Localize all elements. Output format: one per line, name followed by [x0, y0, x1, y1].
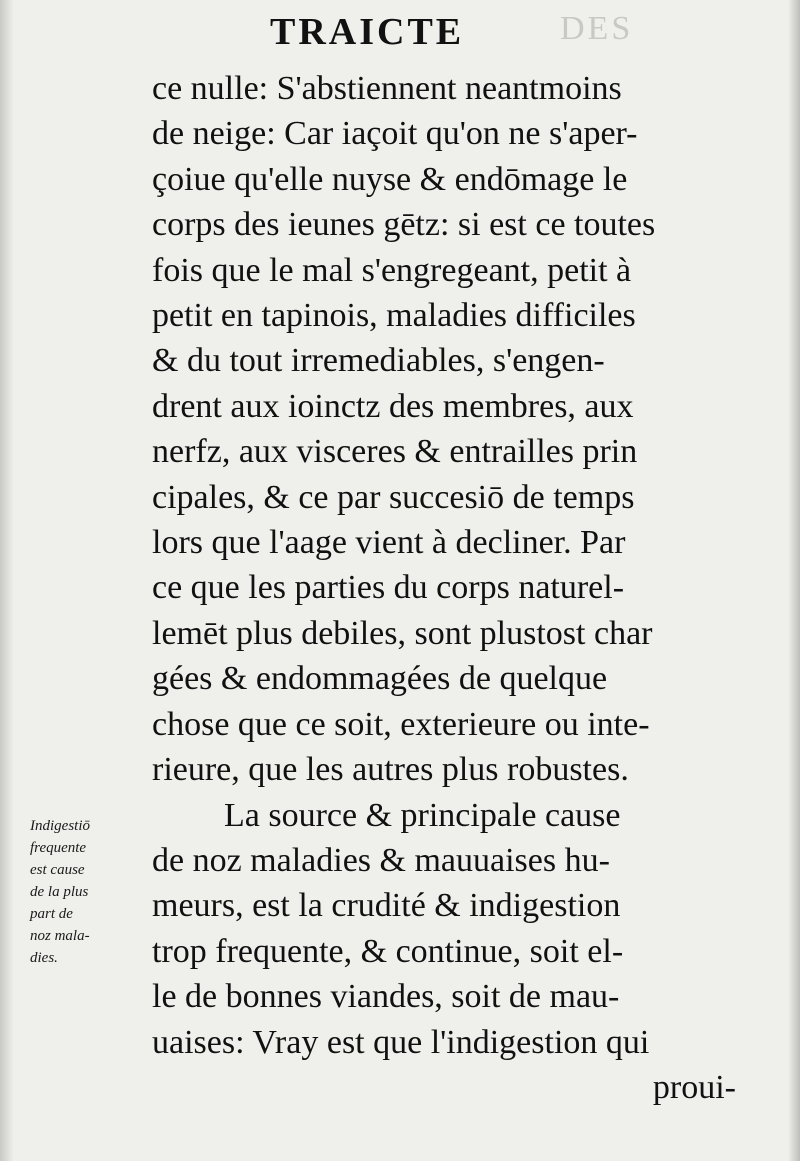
margin-note-line: de la plus [30, 884, 89, 900]
margin-note-line: Indigestiō [30, 818, 90, 834]
catchword: proui- [652, 1068, 736, 1106]
text-line: nerfz, aux visceres & entrailles prin [152, 433, 638, 471]
text-line: drent aux ioinctz des membres, aux [152, 387, 634, 425]
text-line: cipales, & ce par succesiō de temps [152, 478, 635, 516]
text-line: ce nulle: S'abstiennent neantmoins [152, 70, 622, 107]
text-line: çoiue qu'elle nuyse & endōmage le [152, 160, 628, 198]
text-line: & du tout irremediables, s'engen- [152, 342, 605, 380]
paragraph-start-line: La source & principale cause [224, 796, 621, 834]
text-line: uaises: Vray est que l'indigestion qui [152, 1023, 650, 1061]
text-line: chose que ce soit, exterieure ou inte- [152, 705, 650, 743]
text-line: fois que le mal s'engregeant, petit à [152, 251, 632, 289]
running-head: TRAICTE [270, 11, 465, 53]
text-line: petit en tapinois, maladies difficiles [152, 297, 636, 335]
marginal-note [30, 815, 148, 969]
text-line: corps des ieunes gētz: si est ce toutes [152, 206, 656, 244]
page-edge-shadow [788, 0, 800, 1161]
margin-note-line: est cause [30, 862, 85, 878]
margin-note-line: dies. [30, 950, 58, 966]
text-line: trop frequente, & continue, soit el- [152, 932, 624, 970]
margin-note-line: frequente [30, 840, 87, 856]
margin-note-line: part de [30, 906, 73, 922]
text-line: le de bonnes viandes, soit de mau- [152, 978, 620, 1016]
bleed-through-text: DES [560, 10, 634, 47]
text-line: de noz maladies & mauuaises hu- [152, 841, 610, 879]
text-line: lors que l'aage vient à decliner. Par [152, 524, 626, 562]
text-line: ce que les parties du corps naturel- [152, 569, 625, 607]
text-line: rieure, que les autres plus robustes. [152, 751, 629, 789]
text-line: gées & endommagées de quelque [152, 660, 608, 698]
text-line: de neige: Car iaçoit qu'on ne s'aper- [152, 115, 638, 153]
text-line: lemēt plus debiles, sont plustost char [152, 614, 653, 652]
margin-note-line: noz mala- [30, 928, 90, 944]
page-edge-shadow [0, 0, 14, 1161]
text-line: meurs, est la crudité & indigestion [152, 887, 621, 925]
body-text [152, 66, 742, 1110]
